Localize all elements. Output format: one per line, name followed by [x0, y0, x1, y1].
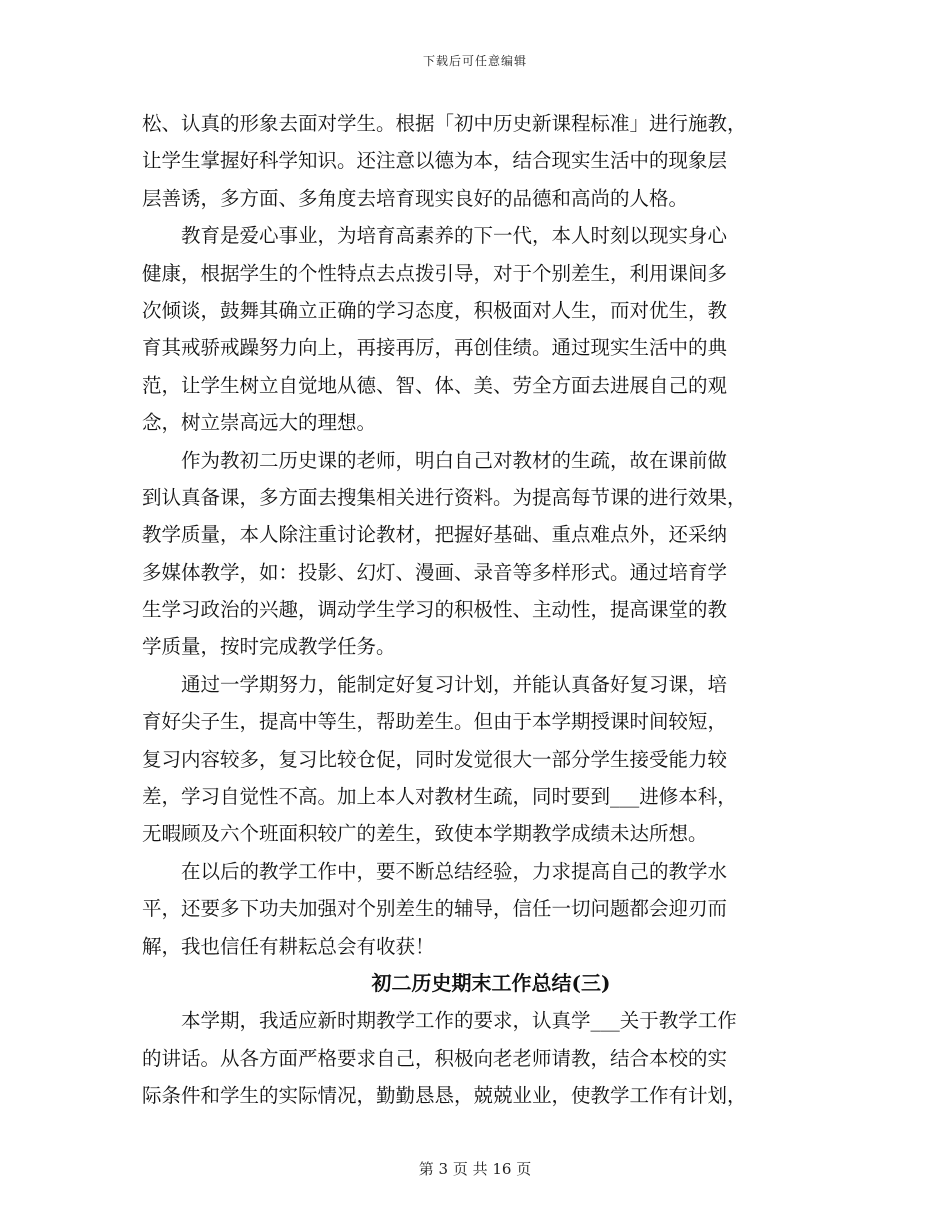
text-line: 学质量，按时完成教学任务。 [142, 635, 396, 659]
text-line: 复习内容较多，复习比较仓促，同时发觉很大一部分学生接受能力较 [142, 747, 728, 771]
document-body [142, 105, 810, 1115]
text-line: 层善诱，多方面、多角度去培育现实良好的品德和高尚的人格。 [142, 186, 689, 210]
text-line: 解，我也信任有耕耘总会有收获！ [142, 934, 435, 958]
section-title: 初二历史期末工作总结(三) [371, 970, 611, 995]
text-line: 让学生掌握好科学知识。还注意以德为本，结合现实生活中的现象层 [142, 149, 728, 173]
text-line: 次倾谈，鼓舞其确立正确的学习态度，积极面对人生，而对优生，教 [142, 298, 728, 322]
text-line: 平，还要多下功夫加强对个别差生的辅导，信任一切问题都会迎刃而 [142, 897, 728, 921]
text-line: 教学质量，本人除注重讨论教材，把握好基础、重点难点外，还采纳 [142, 523, 728, 547]
text-line: 范，让学生树立自觉地从德、智、体、美、劳全方面去进展自己的观 [142, 373, 728, 397]
text-line: 教育是爱心事业，为培育高素养的下一代，本人时刻以现实身心 [142, 224, 728, 248]
text-line: 在以后的教学工作中，要不断总结经验，力求提高自己的教学水 [142, 859, 728, 883]
text-line: 松、认真的形象去面对学生。根据「初中历史新课程标准」进行施教， [142, 112, 747, 135]
text-line: 通过一学期努力，能制定好复习计划，并能认真备好复习课，培 [142, 672, 728, 696]
text-line: 多媒体教学，如：投影、幻灯、漫画、录音等多样形式。通过培育学 [142, 560, 728, 584]
text-line: 生学习政治的兴趣，调动学生学习的积极性、主动性，提高课堂的教 [142, 598, 728, 622]
text-line: 健康，根据学生的个性特点去点拨引导，对于个别差生，利用课间多 [142, 261, 728, 285]
text-line: 作为教初二历史课的老师，明白自己对教材的生疏，故在课前做 [142, 448, 728, 472]
text-line: 差，学习自觉性不高。加上本人对教材生疏，同时要到___进修本科， [142, 785, 737, 809]
page-header: 下载后可任意编辑 [422, 54, 527, 68]
text-line: 育其戒骄戒躁努力向上，再接再厉，再创佳绩。通过现实生活中的典 [142, 336, 728, 360]
text-line: 本学期，我适应新时期教学工作的要求，认真学___关于教学工作 [142, 1009, 737, 1033]
text-line: 际条件和学生的实际情况，勤勤恳恳，兢兢业业，使教学工作有计划， [142, 1084, 747, 1108]
text-line: 的讲话。从各方面严格要求自己，积极向老老师请教，结合本校的实 [142, 1046, 728, 1070]
text-line: 无暇顾及六个班面积较广的差生，致使本学期教学成绩未达所想。 [142, 822, 708, 846]
text-line: 育好尖子生，提高中等生，帮助差生。但由于本学期授课时间较短， [142, 710, 728, 734]
page-footer: 第 3 页 共 16 页 [418, 1160, 532, 1178]
text-line: 念，树立崇高远大的理想。 [142, 411, 377, 435]
text-line: 到认真备课，多方面去搜集相关进行资料。为提高每节课的进行效果， [142, 485, 747, 509]
